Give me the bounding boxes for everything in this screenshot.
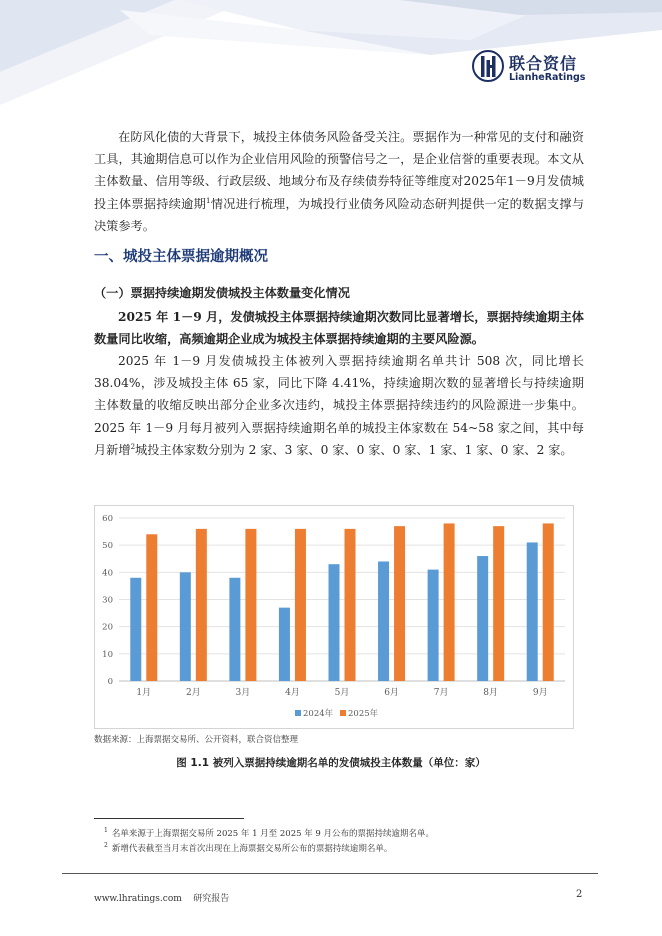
footnote-2 [104,842,392,854]
bar-2024-5 [329,564,340,681]
bar-2024-8 [477,556,488,681]
y-tick-label: 0 [107,677,113,687]
footnote-1-text: 名单来源于上海票据交易所 2025 年 1 月至 2025 年 9 月公布的票据持续逾期名单。 [111,829,435,839]
legend-label: 2025年 [348,709,379,719]
bar-2025-8 [493,526,504,681]
lianhe-logo-icon [472,50,504,82]
legend-label: 2024年 [303,709,334,719]
body-text-a: 2025 年 1－9 月发债城投主体被列入票据持续逾期名单共计 508 次，同比增长 38.04%，涉及城投主体 65 家，同比下降 4.41%，持续逾期次数的显著增长与持续逾期主体数量的收缩反映出部分企业多次违约，城投主体票据持续违约的风险源进一步集中。2025 年 1－9 月每月被列入票据持续逾期名单的城投主体家数在 54~58 家之间，其中每月新增 [94,354,584,457]
lianhe-logo [472,50,597,90]
x-tick-label: 3月 [235,688,251,698]
bar-2025-5 [345,529,356,681]
figure-caption: 图 1.1 被列入票据持续逾期名单的发债城投主体数量（单位：家） [176,757,486,769]
subsection-heading: （一）票据持续逾期发债城投主体数量变化情况 [94,286,350,300]
footer-info [94,891,229,904]
x-tick-label: 7月 [433,688,449,698]
x-tick-label: 1月 [136,688,152,698]
key-finding-text: 2025 年 1－9 月，发债城投主体票据持续逾期次数同比显著增长，票据持续逾期主体数量同比收缩，高频逾期企业成为城投主体票据持续逾期的主要风险源。 [94,310,584,347]
bar-2024-3 [229,578,240,681]
y-tick-label: 20 [102,622,113,633]
bar-2024-1 [130,578,141,681]
intro-paragraph [94,126,584,237]
bar-chart-canvas [95,506,575,730]
bar-2024-7 [428,570,439,681]
bar-2025-4 [295,529,306,681]
footnote-1-mark: 1 [104,827,108,835]
bar-2024-6 [378,561,389,681]
y-tick-label: 60 [102,514,113,524]
footer-url[interactable]: www.lhratings.com [94,894,182,904]
x-tick-label: 2月 [185,688,201,698]
y-tick-label: 10 [102,649,113,660]
data-source: 数据来源：上海票据交易所、公开资料，联合资信整理 [94,735,299,745]
y-tick-label: 40 [102,568,113,579]
bar-2025-2 [196,529,207,681]
body-paragraph [94,350,584,461]
bar-2024-2 [180,572,191,681]
x-tick-label: 5月 [334,688,350,698]
bar-2025-9 [543,523,554,681]
legend-swatch-2024 [295,710,301,716]
y-tick-label: 50 [102,541,113,552]
footnote-2-mark: 2 [104,842,108,850]
bar-2025-7 [444,523,455,681]
bar-2025-1 [146,534,157,681]
footnote-2-text: 新增代表截至当月末首次出现在上海票据交易所公布的票据持续逾期名单。 [111,844,393,854]
footer-label: 研究报告 [193,894,230,904]
x-tick-label: 4月 [285,688,300,698]
logo-english-name: LianheRatings [509,72,586,83]
intro-text: 在防风化债的大背景下，城投主体债务风险备受关注。票据作为一种常见的支付和融资工具，其逾期信息可以作为企业信用风险的预警信号之一，是企业信誉的重要表现。本文从主体数量、信用等级、行政层级、地域分布及存续债券特征等维度对2025年1－9月发债城投主体票据持续逾期 [94,130,584,211]
legend-swatch-2025 [340,710,346,716]
footnote-1 [104,827,434,839]
key-finding-paragraph [94,306,584,350]
page-number: 2 [576,889,583,900]
footnote-divider [94,818,244,819]
bar-2024-9 [527,542,538,681]
bar-chart [94,505,574,729]
logo-chinese-name: 联合资信 [509,54,578,73]
bar-2024-4 [279,608,290,681]
bar-2025-6 [394,526,405,681]
footnote-ref-1[interactable]: 1 [206,196,211,205]
body-text-b: 城投主体家数分别为 2 家、3 家、0 家、0 家、0 家、1 家、1 家、0 家、2 家。 [135,442,573,457]
section-heading: 一、城投主体票据逾期概况 [94,249,268,265]
x-tick-label: 6月 [384,688,399,698]
bar-2025-3 [245,529,256,681]
footer-divider [62,873,598,874]
footnote-ref-2[interactable]: 2 [130,442,136,451]
x-tick-label: 8月 [483,688,499,698]
intro-text-after: 情况进行梳理，为城投行业债务风险动态研判提供一定的数据支撑与决策参考。 [94,196,585,233]
x-tick-label: 9月 [532,688,548,698]
y-tick-label: 30 [102,595,113,606]
